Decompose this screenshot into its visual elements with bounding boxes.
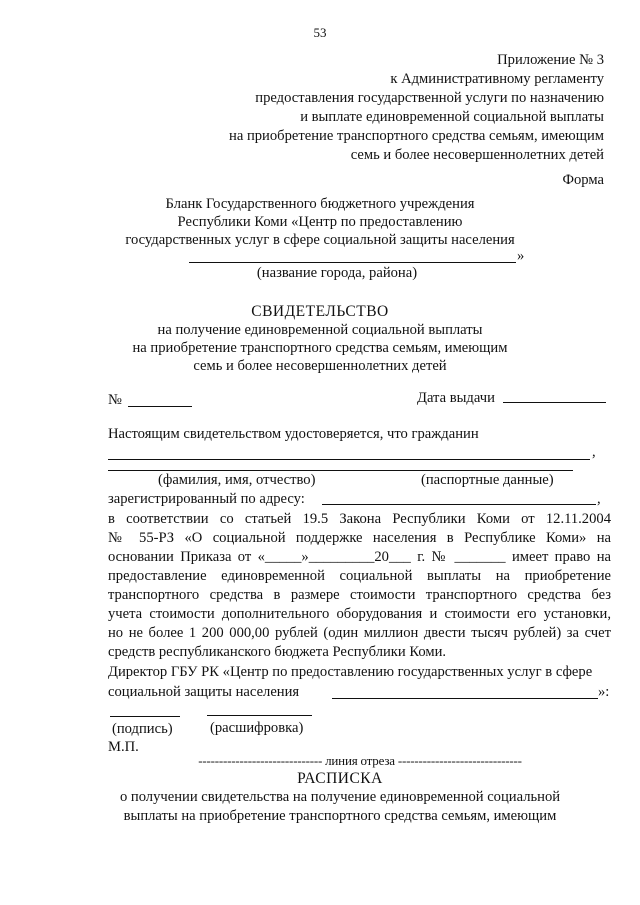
subtitle-line: на приобретение транспортного средства семьям, имеющим <box>132 340 508 356</box>
passport-caption: (паспортные данные) <box>421 472 554 488</box>
body-line: предоставление единовременной социальной выплаты на приобретение <box>108 568 611 584</box>
citizen-passport-field[interactable] <box>108 470 573 471</box>
closing-quote: » <box>517 248 525 264</box>
body-line: транспортного средства в размере стоимости транспортного средства без <box>108 587 611 603</box>
receipt-line: выплаты на приобретение транспортного средства семьям, имеющим <box>123 808 557 824</box>
document-title: СВИДЕТЕЛЬСТВО <box>251 303 389 320</box>
appendix-line: семь и более несовершеннолетних детей <box>350 147 604 163</box>
address-label: зарегистрированный по адресу: <box>108 491 305 507</box>
body-line: средств республиканского бюджета Республики Коми. <box>108 644 447 660</box>
letterhead-line: Республики Коми «Центр по предоставлению <box>177 214 463 230</box>
number-field[interactable] <box>128 406 192 407</box>
receipt-title: РАСПИСКА <box>297 770 383 787</box>
body-line: № 55-РЗ «О социальной поддержке населения в Республике Коми» на <box>108 530 611 546</box>
page-number: 53 <box>313 25 327 40</box>
citizen-name-field[interactable] <box>108 459 590 460</box>
body-line: учета стоимости дополнительного оборудования и стоимости его установки, <box>108 606 611 622</box>
address-field[interactable] <box>322 504 596 505</box>
issue-date-label: Дата выдачи <box>417 390 495 406</box>
appendix-line: на приобретение транспортного средства семьям, имеющим <box>229 128 604 144</box>
appendix-line: к Административному регламенту <box>390 71 604 87</box>
city-caption: (название города, района) <box>256 265 418 281</box>
appendix-line: предоставления государственной услуги по назначению <box>255 90 604 106</box>
body-line: основании Приказа от «_____»_________20___ г. № _______ имеет право на <box>108 549 611 565</box>
body-line: в соответствии со статьей 19.5 Закона Республики Коми от 12.11.2004 <box>108 511 611 527</box>
signature-caption: (подпись) <box>112 721 173 737</box>
cut-line: ------------------------------ линия отреза ------------------------------ <box>198 753 522 768</box>
appendix-block <box>180 52 604 166</box>
address-comma: , <box>597 491 601 507</box>
decode-caption: (расшифровка) <box>210 720 304 736</box>
comma: , <box>592 444 596 460</box>
name-caption: (фамилия, имя, отчество) <box>158 472 316 488</box>
receipt-line: о получении свидетельства на получение единовременной социальной <box>119 789 561 805</box>
institution-name-blank[interactable] <box>189 262 516 263</box>
director-line-end: »: <box>598 684 610 700</box>
signature-field[interactable] <box>110 716 180 717</box>
appendix-line: и выплате единовременной социальной выплаты <box>300 109 604 125</box>
decode-field[interactable] <box>207 715 312 716</box>
subtitle-line: на получение единовременной социальной выплаты <box>157 322 483 338</box>
body-paragraph <box>108 511 611 663</box>
director-line: Директор ГБУ РК «Центр по предоставлению государственных услуг в сфере <box>108 664 593 680</box>
form-label: Форма <box>562 172 604 188</box>
director-name-field[interactable] <box>332 698 598 699</box>
letterhead-line: Бланк Государственного бюджетного учреждения <box>165 196 475 212</box>
certify-text: Настоящим свидетельством удостоверяется, что гражданин <box>108 426 479 442</box>
receipt-text <box>110 789 570 827</box>
number-label: № <box>108 392 122 408</box>
issue-date-field[interactable] <box>503 402 606 403</box>
stamp-label: М.П. <box>108 739 139 755</box>
letterhead-line: государственных услуг в сфере социальной защиты населения <box>125 232 515 248</box>
document-subtitle <box>110 322 530 376</box>
body-line: но не более 1 200 000,00 рублей (один миллион двести тысяч рублей) за счет <box>108 625 611 641</box>
letterhead <box>110 196 530 250</box>
appendix-line: Приложение № 3 <box>497 52 604 68</box>
director-line-2: социальной защиты населения <box>108 684 300 700</box>
subtitle-line: семь и более несовершеннолетних детей <box>193 358 447 374</box>
